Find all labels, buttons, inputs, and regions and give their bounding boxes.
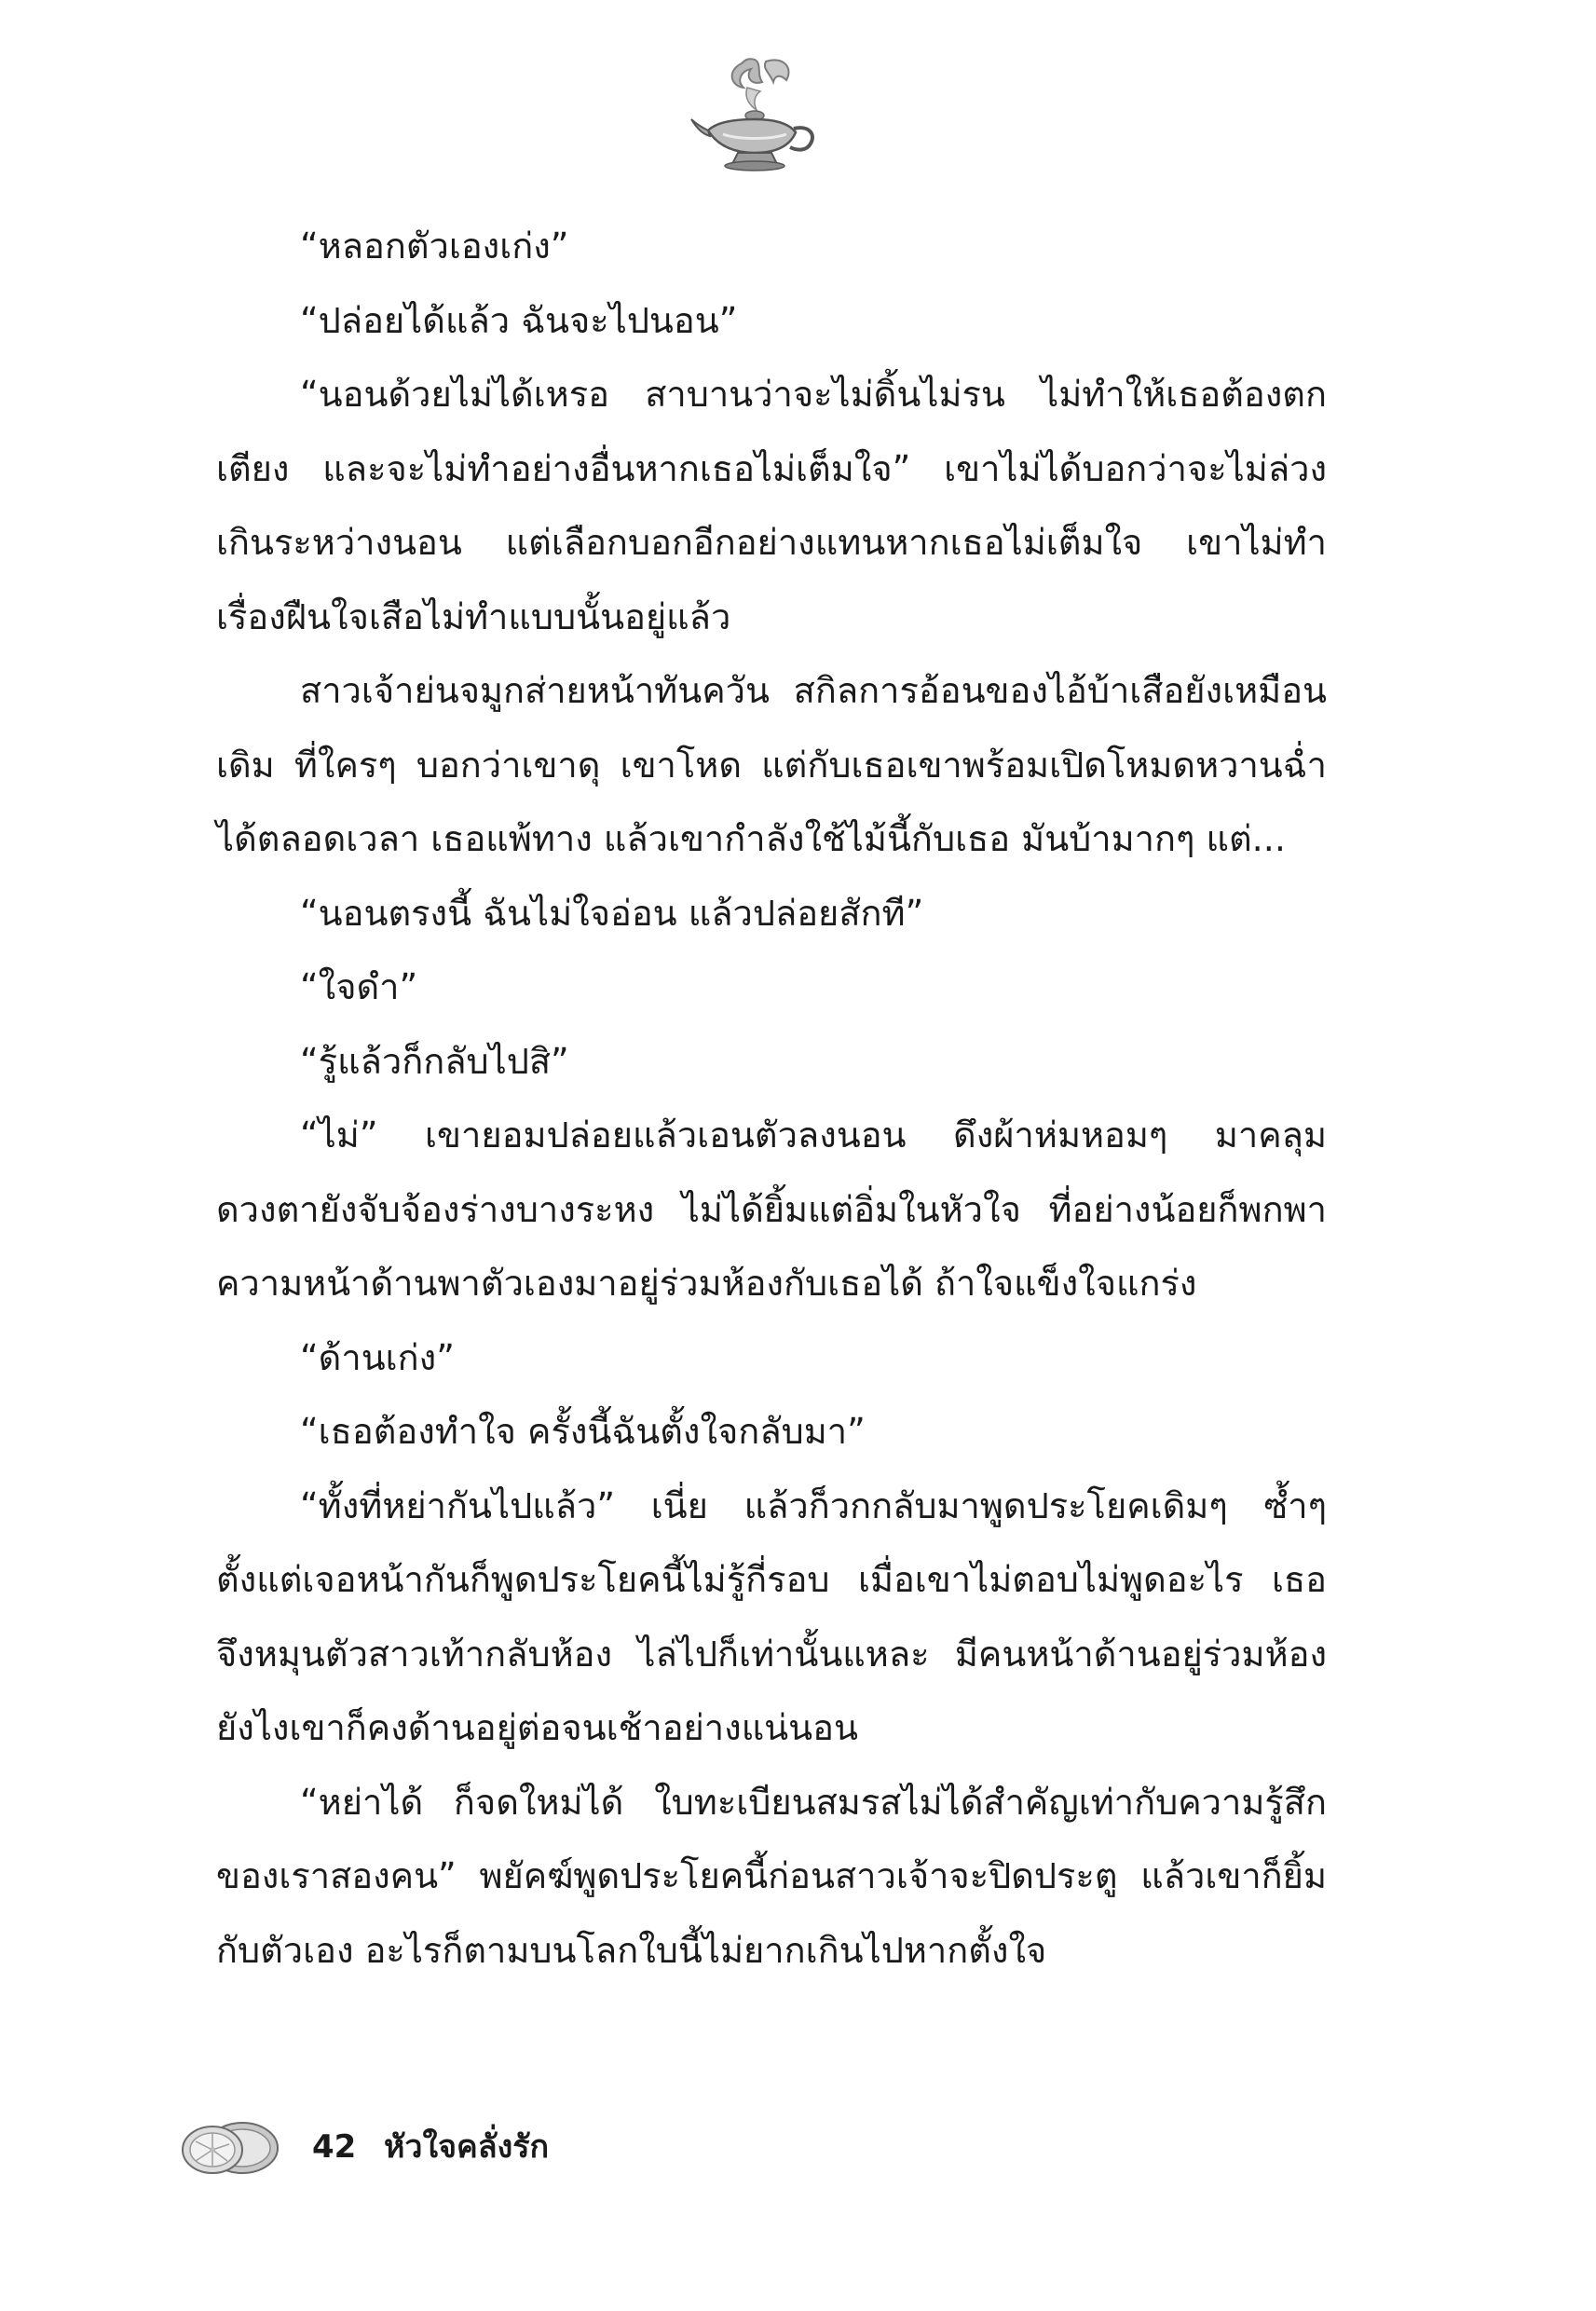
paragraph: “ปล่อยได้แล้ว ฉันจะไปนอน”	[300, 299, 738, 341]
page-number: 42	[312, 2128, 357, 2166]
genie-lamp-icon	[689, 54, 820, 175]
paragraph: “ด้านเก่ง”	[300, 1336, 455, 1378]
paragraph: “ทั้งที่หย่ากันไปแล้ว” เนี่ย แล้วก็วกกลับมาพูดประโยคเดิมๆ ซ้ำๆ ตั้งแต่เจอหน้ากันก็พูดประโยคนี้ไม่รู้กี่รอบ เมื่อเขาไม่ตอบไม่พูดอะไร เธอจึงหมุนตัวสาวเท้ากลับห้อง ไล่ไปก็เท่านั้นแหละ มีคนหน้าด้านอยู่ร่วมห้องยังไงเขาก็คงด้านอยู่ต่อจนเช้าอย่างแน่นอน	[216, 1484, 1327, 1748]
paragraph: “ไม่” เขายอมปล่อยแล้วเอนตัวลงนอน ดึงผ้าห่มหอมๆ มาคลุม ดวงตายังจับจ้องร่างบางระหง ไม่ได้ยิ้มแต่อิ่มในหัวใจ ที่อย่างน้อยก็พกพาความหน้าด้านพาตัวเองมาอยู่ร่วมห้องกับเธอได้ ถ้าใจแข็งใจแกร่ง	[216, 1114, 1327, 1304]
paragraph: “นอนตรงนี้ ฉันไม่ใจอ่อน แล้วปล่อยสักที”	[300, 892, 924, 934]
chapter-body	[216, 210, 1327, 1988]
paragraph: “ใจดำ”	[300, 966, 418, 1007]
paragraph: “เธอต้องทำใจ ครั้งนี้ฉันตั้งใจกลับมา”	[300, 1411, 866, 1452]
orange-slice-icon	[177, 2119, 281, 2177]
paragraph: “หลอกตัวเองเก่ง”	[300, 226, 569, 267]
paragraph: สาวเจ้าย่นจมูกส่ายหน้าทันควัน สกิลการอ้อนของไอ้บ้าเสือยังเหมือนเดิม ที่ใครๆ บอกว่าเขาดุ เขาโหด แต่กับเธอเขาพร้อมเปิดโหมดหวานฉ่ำได้ตลอดเวลา เธอแพ้ทาง แล้วเขากำลังใช้ไม้นี้กับเธอ มันบ้ามากๆ แต่...	[216, 670, 1327, 859]
book-title: หัวใจคลั่งรัก	[384, 2128, 550, 2166]
paragraph: “รู้แล้วก็กลับไปสิ”	[300, 1040, 569, 1082]
page-footer	[177, 2113, 829, 2197]
paragraph: “นอนด้วยไม่ได้เหรอ สาบานว่าจะไม่ดิ้นไม่รน ไม่ทำให้เธอต้องตกเตียง และจะไม่ทำอย่างอื่นหากเธอไม่เต็มใจ” เขาไม่ได้บอกว่าจะไม่ล่วงเกินระหว่างนอน แต่เลือกบอกอีกอย่างแทนหากเธอไม่เต็มใจ เขาไม่ทำ เรื่องฝืนใจเสือไม่ทำแบบนั้นอยู่แล้ว	[216, 374, 1327, 637]
paragraph: “หย่าได้ ก็จดใหม่ได้ ใบทะเบียนสมรสไม่ได้สำคัญเท่ากับความรู้สึกของเราสองคน” พยัคฆ์พูดประโยคนี้ก่อนสาวเจ้าจะปิดประตู แล้วเขาก็ยิ้มกับตัวเอง อะไรก็ตามบนโลกใบนี้ไม่ยากเกินไปหากตั้งใจ	[216, 1781, 1327, 1971]
